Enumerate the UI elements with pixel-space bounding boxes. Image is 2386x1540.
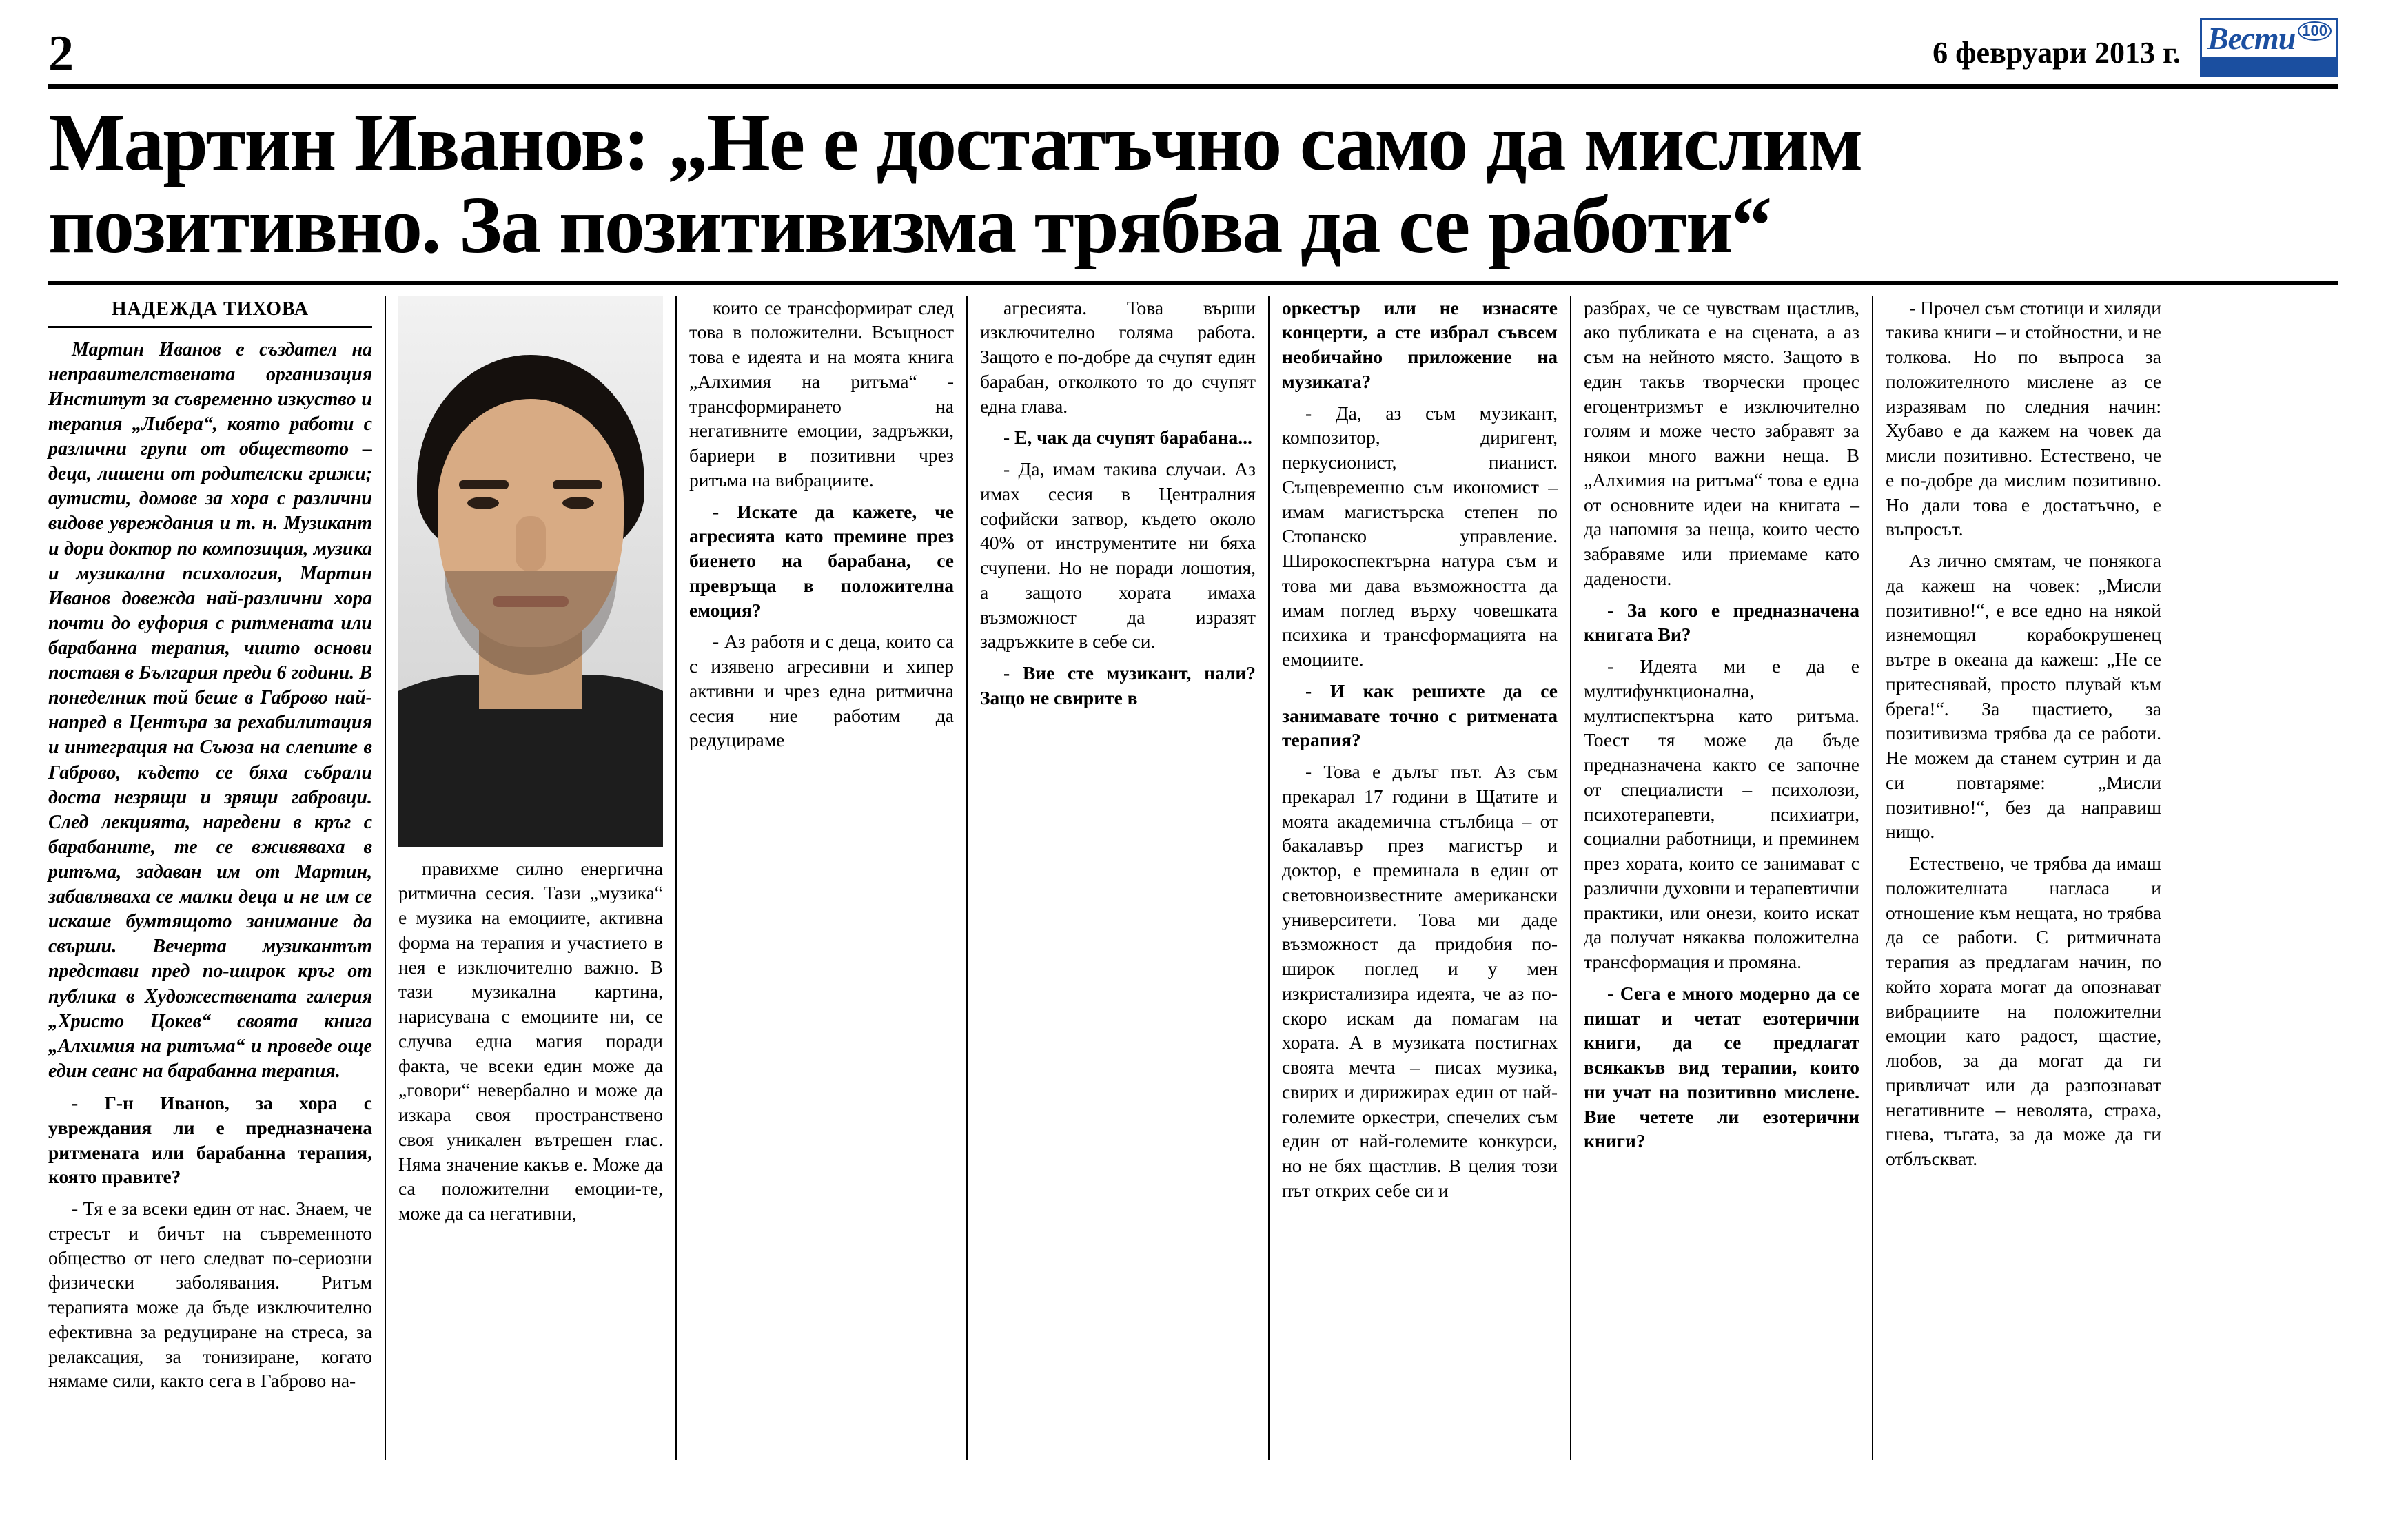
answer-7-paragraph-1: - Прочел съм стотици и хиляди такива книги – и стойностни, и не толкова. Но по въпроса за положителното мислене аз се изразявам по следния начин: Хубаво е да кажем на човек да мисли позитивно. Естествено, че е по-добре да мислим позитивно. Но дали това е достатъчно, е въпросът. xyxy=(1886,296,2161,540)
column-4 xyxy=(966,296,1256,1460)
answer-7-paragraph-3: Естествено, че трябва да имаш положителната нагласа и отношение към нещата, но трябва да се работи. С ритмичната терапия аз предлагам начин, по който хората могат да опознават вибрациите на положителни емоции като радост, щастие, любов, за да могат да ги привличат или да разпознават негативните – неволята, страха, гнева, тъгата, за да може да ги отблъскват. xyxy=(1886,852,2161,1170)
question-7: - Сега е много модерно да се пишат и четат езотерични книги, да се предлагат всякакъв вид терапии, които ни учат на позитивно мислене. Вие четете ли езотерични книги? xyxy=(1584,982,1859,1152)
issue-date: 6 февруари 2013 г. xyxy=(1933,36,2181,70)
column-5 xyxy=(1268,296,1558,1460)
photo-eye-right xyxy=(562,497,594,509)
column-6 xyxy=(1570,296,1859,1460)
headline-rule xyxy=(48,281,2338,285)
answer-7-paragraph-2: Аз лично смятам, че понякога да кажеш на човек: „Мисли позитивно!“, е все едно на някой изнемощял корабокрушенец вътре в океана да кажеш: „Не се притеснявай, просто плувай към брега!“. За щастието, за позитивизма трябва да се работи. Не можем да станем сутрин и да си повтаряме: „Мисли позитивно!“, без да направиш нищо. xyxy=(1886,550,2161,843)
answer-4: - Да, аз съм музикант, композитор, диригент, перкусионист, пианист. Същевременно съм икономист – имам магистърска степен по Стопанско управление. Широкоспектърна натура съм и това ми дава възможността да имам поглед върху човешката психика и трансформацията на емоциите. xyxy=(1282,402,1558,670)
column-4-paragraph-1: агресията. Това върши изключително голяма работа. Защото е по-добре да счупят един барабан, отколкото то до счупят една глава. xyxy=(980,296,1256,417)
headline-line-2: позитивно. За позитивизма трябва да се работи“ xyxy=(48,180,1771,271)
photo-nose xyxy=(516,516,546,571)
column-1 xyxy=(48,296,372,1460)
byline: НАДЕЖДА ТИХОВА xyxy=(111,298,309,320)
article-body xyxy=(41,296,2345,1460)
photo-eyebrow-right xyxy=(553,480,602,489)
logo-badge: 100 xyxy=(2298,21,2332,41)
answer-1: - Тя е за всеки един от нас. Знаем, че стресът и бичът на съвременното общество от него следват по-сериозни физически заболявания. Ритъм терапията може да бъде изключително ефективна за редуциране на стреса, за релаксация, за тонизиране, когато нямаме сили, както сега в Габрово на- xyxy=(48,1198,372,1392)
question-4: - Вие сте музикант, нали? Защо не свирите в xyxy=(980,662,1256,708)
column-3 xyxy=(675,296,954,1460)
question-4-cont: оркестър или не изнасяте концерти, а сте избрал съвсем необичайно приложение на музиката? xyxy=(1282,296,1558,392)
column-2-paragraph-1: правихме силно енергична ритмична сесия. Тази „музика“ е музика на емоциите, активна форма на терапия и участието в нея е изключително важно. В тази музикална картина, нарисувана с емоциите ни, се случва една магия поради факта, че всеки един може да „говори“ невербално и може да изкара своя пространствено своя уникален вътрешен глас. Няма значение какъв е. Може да са положителни емоции-те, може да са негативни, xyxy=(398,857,663,1224)
newspaper-logo xyxy=(2200,18,2338,77)
question-6: - За кого е предназначена книгата Ви? xyxy=(1584,599,1859,646)
logo-wordmark: Вести xyxy=(2207,21,2296,56)
masthead-right xyxy=(1933,18,2338,77)
question-1: - Г-н Иванов, за хора с увреждания ли е предназначена ритмената или барабанна терапия, която правите? xyxy=(48,1092,372,1188)
answer-6: - Идеята ми е да е мултифункционална, мултиспектърна като ритъма. Тоест тя може да бъде предназначена както се започне от специалисти – психолози, психотерапевти, психиатри, социални работници, и преминем през хората, които се занимават с различни духовни и терапевтични практики, или онези, които искат да получат някаква положителна трансформация и промяна. xyxy=(1584,655,1859,973)
logo-bar xyxy=(2202,57,2336,75)
byline-rule xyxy=(48,326,372,328)
answer-5: - Това е дълъг път. Аз съм прекарал 17 години в Щатите и моята академична стълбица – от бакалавър през магистър и доктор, е преминала в един от световноизвестните американски университети. Това ми даде възможност да придобия по-широк поглед и у мен изкристализира идеята, че аз по-скоро искам да помагам на хората. А в музиката постигнах своята мечта – писах музика, свирих и дирижирах един от най-големите оркестри, спечелих съм един от най-големите конкурси, но не бях щастлив. В целия този път открих себе си и xyxy=(1282,761,1558,1201)
column-6-paragraph-1: разбрах, че се чувствам щастлив, ако публиката е на сцената, а аз съм на нейното място. Защото в един такъв творчески процес егоцентризмът е изключително голям и може често забравят за някои много важни неща. В „Алхимия на ритъма“ това е една от основните идеи на книгата – да напомня за неща, които често забравяме или приемаме като дадености. xyxy=(1584,296,1859,589)
portrait-photo xyxy=(398,296,663,847)
question-2: - Искате да кажете, че агресията като премине през биенето на барабана, се превръща в положителна емоция? xyxy=(689,500,954,621)
column-2 xyxy=(385,296,663,1460)
intro-paragraph: Мартин Иванов е създател на неправителствената организация Институт за съвременно изкуство и терапия „Либера“, която работи с различни групи от обществото – деца, лишени от родителски грижи; аутисти, домове за хора с различни видове увреждания и т. н. Музикант и дори доктор по композиция, музика и музикална психология, Мартин Иванов довежда най-различни хора почти до еуфория с ритмената или барабанна терапия, чиито основи поставя в България преди 6 години. В понеделник той беше в Габрово най-напред в Центъра за рехабилитация и интеграция на Съюза на слепите в Габрово, където се бяха събрали доста незрящи и зрящи габровци. След лекцията, наредени в кръг с барабаните, те се вживяваха в ритъма, задаван им от Мартин, забавляваха се малки деца и не им се искаше бумтящото занимание да свърши. Вечерта музикантът представи пред по-широк кръг от публика в Художествената галерия „Христо Цокев“ своята книга „Алхимия на ритъма“ и проведе още един сеанс на барабанна терапия. xyxy=(48,338,372,1082)
masthead-rule xyxy=(48,84,2338,89)
masthead xyxy=(41,0,2345,83)
headline xyxy=(41,89,2345,271)
answer-2: - Аз работя и с деца, които са с изявено агресивни и хипер активни и чрез една ритмична сесия ние работим да редуцираме xyxy=(689,630,954,751)
column-3-paragraph-1: които се трансформират след това в положителни. Всъщност това е идеята и на моята книга „Алхимия на ритъма“ - трансформирането на негативните емоции, задръжки, бариери в позитивни чрез ритъма на вибрациите. xyxy=(689,296,954,491)
headline-line-1: Мартин Иванов: „Не е достатъчно само да мислим xyxy=(48,97,1862,187)
column-7 xyxy=(1872,296,2161,1460)
photo-eye-left xyxy=(467,497,499,509)
page-number: 2 xyxy=(48,25,74,83)
answer-3: - Да, имам такива случаи. Аз имах сесия в Централния софийски затвор, където около 40% от инструментите ни бяха счупени. Но не поради лошотия, а защото хората имаха възможност да изразят задръжките в себе си. xyxy=(980,458,1256,653)
question-5: - И как решихте да се занимавате точно с ритмената терапия? xyxy=(1282,679,1558,751)
photo-eyebrow-left xyxy=(459,480,509,489)
question-3: - Е, чак да счупят барабана... xyxy=(1003,427,1252,449)
photo-mouth xyxy=(493,596,569,607)
